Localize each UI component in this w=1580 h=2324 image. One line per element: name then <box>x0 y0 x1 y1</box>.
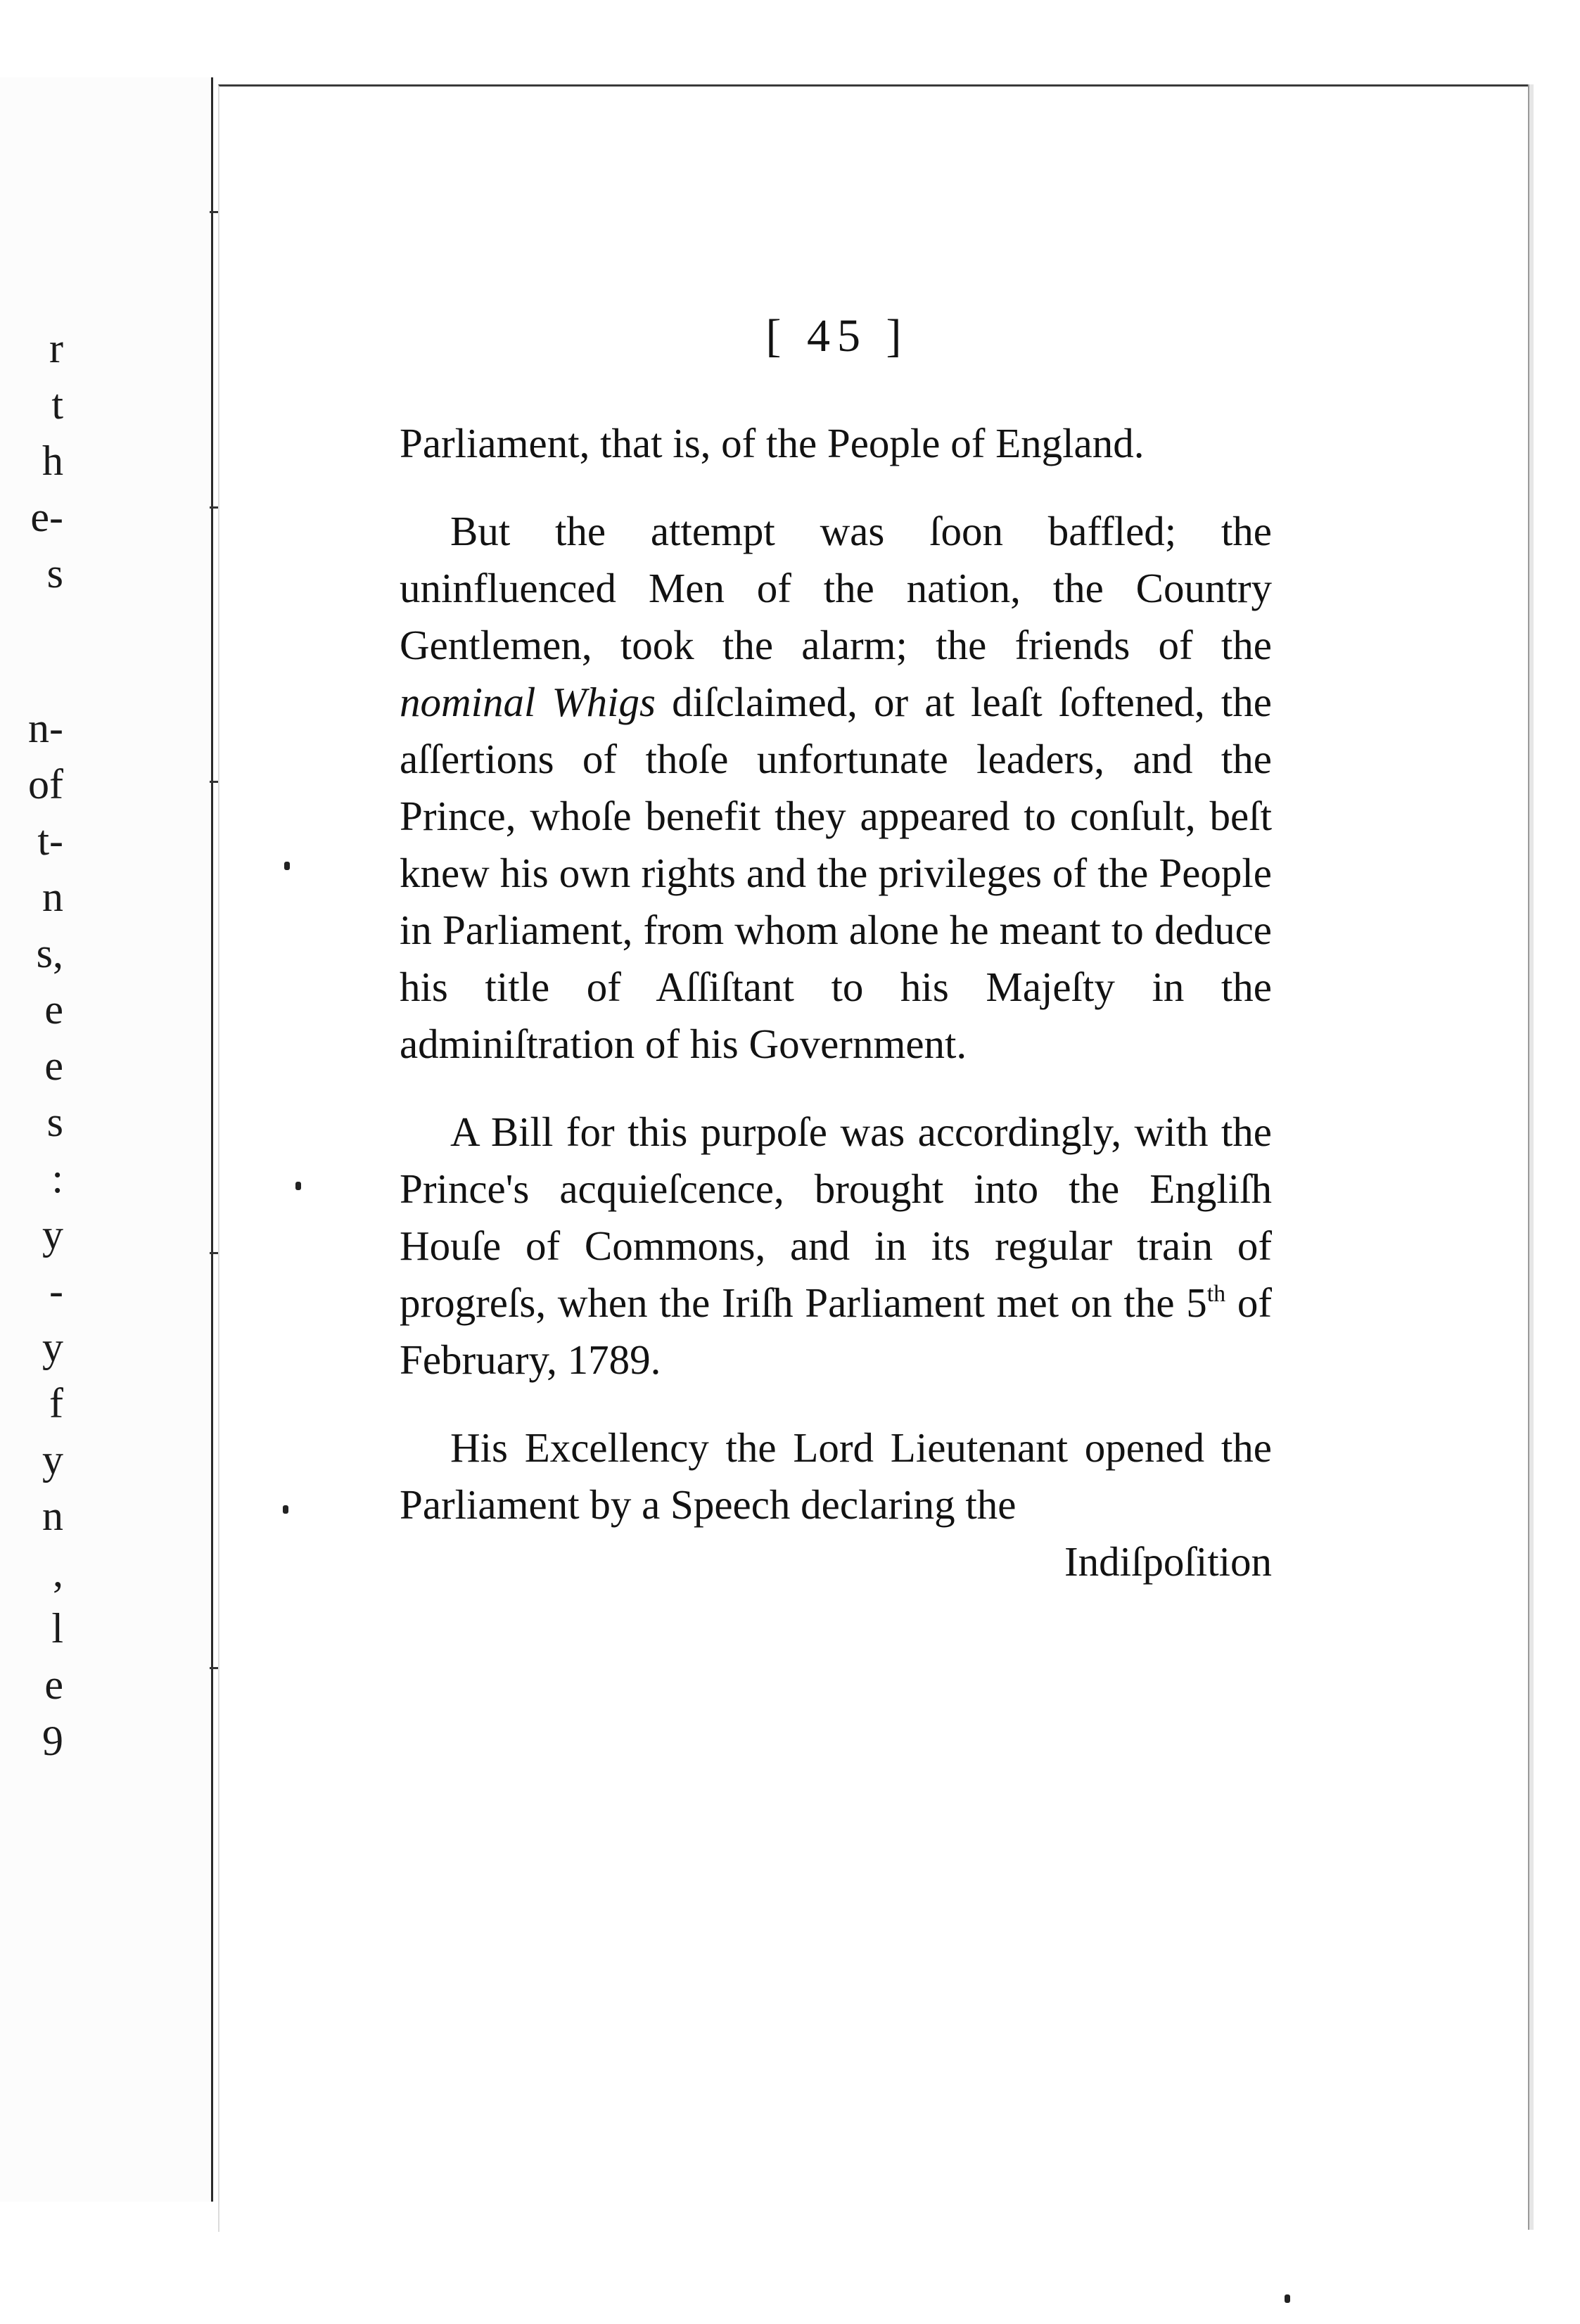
edge-fragment: e <box>44 1042 63 1089</box>
edge-fragment: l <box>51 1605 63 1652</box>
edge-fragment: : <box>51 1155 63 1201</box>
ordinal-superscript: th <box>1206 1281 1226 1307</box>
edge-fragment: 9 <box>42 1718 63 1764</box>
left-page-edge-text <box>0 77 63 2188</box>
ink-speck <box>1285 2294 1290 2303</box>
edge-fragment: of <box>28 761 63 807</box>
ink-speck <box>284 862 290 870</box>
edge-fragment: s <box>46 550 63 596</box>
edge-fragment: e <box>44 1661 63 1708</box>
edge-fragment: y <box>42 1211 63 1258</box>
edge-fragment: y <box>42 1436 63 1483</box>
left-facing-page <box>0 77 213 2202</box>
italic-phrase: nominal Whigs <box>400 679 656 725</box>
paragraph <box>400 503 1272 1073</box>
paragraph-text: diſclaimed, or at leaſt ſoftened, the aſſertions of thoſe unfortunate leaders, and the Prince, whoſe benefit they appeared to conſult, beſt knew his own rights and the privileges of the People in Parliament, from whom alone he meant to deduce his title of Aſſiſtant to his Majeſty in the adminiſtration of his Government. <box>400 679 1272 1067</box>
ink-speck <box>295 1182 301 1190</box>
paragraph-text: A Bill for this purpoſe was accordingly, with the Prince's acquieſcence, brought into the Engliſh Houſe of Commons, and in its regular train of progreſs, when the Iriſh Parliament met on the 5 <box>400 1109 1272 1326</box>
edge-fragment: t- <box>37 817 63 864</box>
edge-fragment: f <box>49 1380 63 1426</box>
paragraph-text: But the attempt was ſoon baffled; the uninfluenced Men of the nation, the Country Gentlemen, took the alarm; the friends of the <box>400 508 1272 668</box>
ink-speck <box>283 1505 288 1514</box>
catchword: Indiſpoſition <box>1064 1538 1272 1585</box>
edge-fragment: - <box>49 1268 63 1314</box>
paragraph-text: of February, 1789. <box>400 1279 1272 1383</box>
paragraph: Parliament, that is, of the People of England. <box>400 420 1145 466</box>
page-edge <box>1528 84 1534 2230</box>
edge-fragment: e <box>44 986 63 1033</box>
edge-fragment: r <box>49 325 63 371</box>
edge-fragment: s, <box>36 930 63 976</box>
page-number: [ 45 ] <box>765 310 909 362</box>
edge-fragment: e- <box>30 494 63 540</box>
edge-fragment: h <box>42 438 63 484</box>
edge-fragment: s <box>46 1099 63 1145</box>
body-text <box>400 415 1272 1590</box>
edge-fragment: n <box>42 1493 63 1539</box>
edge-fragment: y <box>42 1324 63 1370</box>
paragraph: His Excellency the Lord Lieutenant opened the Parliament by a Speech declaring the <box>400 1424 1272 1528</box>
edge-fragment: , <box>53 1549 63 1595</box>
paragraph <box>400 1104 1272 1388</box>
edge-fragment: t <box>51 381 63 428</box>
edge-fragment: n- <box>28 705 63 751</box>
edge-fragment: n <box>42 874 63 920</box>
